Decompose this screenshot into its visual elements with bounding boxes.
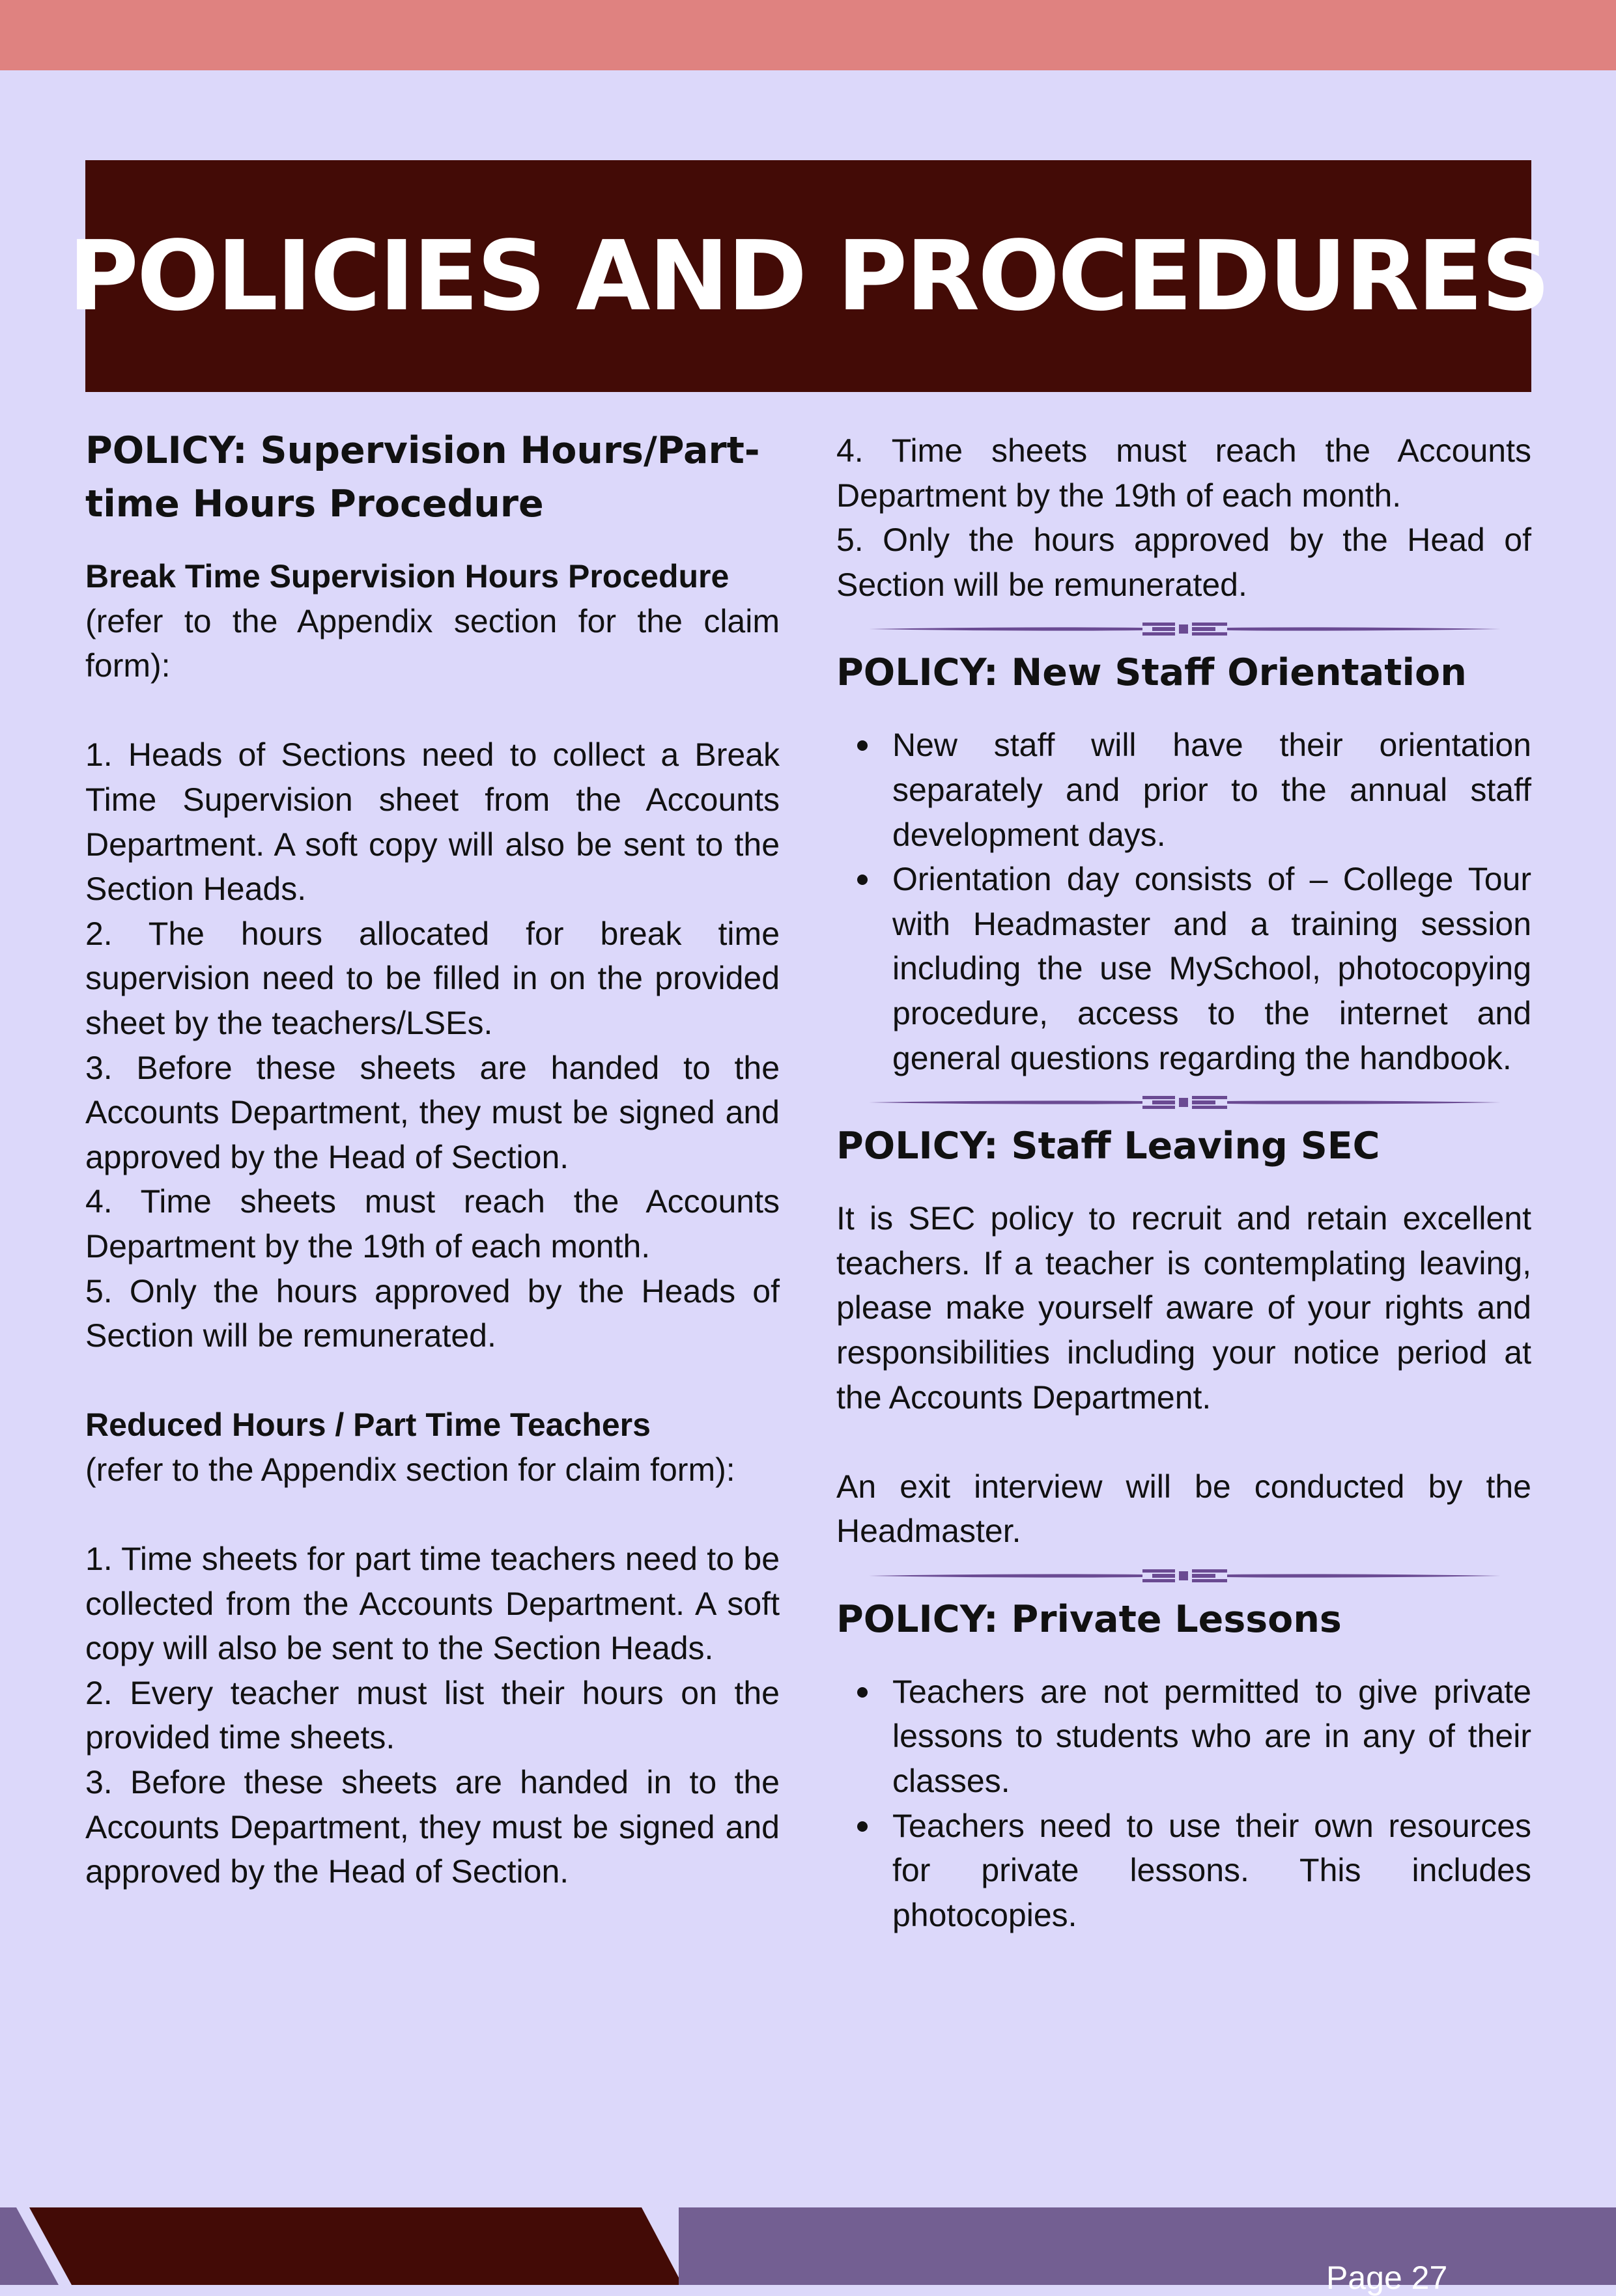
left-column: [85, 424, 780, 1894]
break-time-heading: Break Time Supervision Hours Procedure: [85, 558, 730, 595]
reduced-hours-note: (refer to the Appendix section for claim form):: [85, 1451, 735, 1488]
staff-leaving-policy-title: POLICY: Staff Leaving SEC: [836, 1125, 1380, 1168]
private-lessons-bullet-1: Teachers are not permitted to give private lessons to students who are in any of their classes.: [892, 1670, 1531, 1804]
page-title: POLICIES AND PROCEDURES: [68, 220, 1549, 332]
break-step-3: 3. Before these sheets are handed to the Accounts Department, they must be signed and approved by the Head of Section.: [85, 1049, 780, 1175]
section-divider: [836, 1563, 1531, 1589]
supervision-policy-title-line1: POLICY: Supervision Hours/Part-: [85, 429, 760, 472]
title-banner: [68, 160, 1549, 392]
footer-bar: [679, 2207, 1616, 2285]
orientation-bullet-2: Orientation day consists of – College Tour with Headmaster and a training session including the use MySchool, photocopying procedure, access to the internet and general questions regarding the handbook.: [892, 857, 1531, 1080]
private-lessons-list: [836, 1670, 1531, 1938]
reduced-hours-heading: Reduced Hours / Part Time Teachers: [85, 1407, 651, 1444]
break-time-note: (refer to the Appendix section for the claim form):: [85, 602, 780, 684]
private-lessons-policy-title: POLICY: Private Lessons: [836, 1597, 1342, 1641]
orientation-bullet-1: New staff will have their orientation separately and prior to the annual staff development days.: [892, 723, 1531, 857]
break-step-5: 5. Only the hours approved by the Heads of Section will be remunerated.: [85, 1272, 780, 1354]
break-step-2: 2. The hours allocated for break time supervision need to be filled in on the provided sheet by the teachers/LSEs.: [85, 915, 780, 1041]
reduced-step-3: 3. Before these sheets are handed in to the Accounts Department, they must be signed and approved by the Head of Section.: [85, 1764, 780, 1890]
divider-ornament-icon: [869, 1563, 1501, 1589]
section-divider: [836, 1089, 1531, 1115]
divider-ornament-icon: [869, 616, 1501, 642]
orientation-policy-title: POLICY: New Staff Orientation: [836, 651, 1467, 695]
top-accent-bar: [0, 0, 1616, 70]
reduced-step-1: 1. Time sheets for part time teachers need to be collected from the Accounts Department. A soft copy will also be sent to the Section Heads.: [85, 1541, 780, 1667]
page-number: Page 27: [1326, 2260, 1448, 2296]
reduced-step-2: 2. Every teacher must list their hours on the provided time sheets.: [85, 1674, 780, 1756]
divider-ornament-icon: [869, 1089, 1501, 1115]
right-column: [836, 428, 1531, 1937]
private-lessons-bullet-2: Teachers need to use their own resources for private lessons. This includes photocopies.: [892, 1804, 1531, 1938]
staff-leaving-paragraph-1: It is SEC policy to recruit and retain excellent teachers. If a teacher is contemplating leaving, please make yourself aware of your rights and responsibilities including your notice period at the Accounts Department.: [836, 1200, 1531, 1416]
footer-decoration: [0, 2207, 716, 2285]
break-step-4: 4. Time sheets must reach the Accounts Department by the 19th of each month.: [85, 1183, 780, 1265]
supervision-policy-title-line2: time Hours Procedure: [85, 483, 544, 525]
section-divider: [836, 616, 1531, 642]
orientation-list: [836, 723, 1531, 1080]
break-step-1: 1. Heads of Sections need to collect a Break Time Supervision sheet from the Accounts Department. A soft copy will also be sent to the Section Heads.: [85, 736, 780, 908]
continued-step-5: 5. Only the hours approved by the Head of Section will be remunerated.: [836, 522, 1531, 603]
staff-leaving-paragraph-2: An exit interview will be conducted by the Headmaster.: [836, 1468, 1531, 1550]
continued-step-4: 4. Time sheets must reach the Accounts Department by the 19th of each month.: [836, 432, 1531, 514]
